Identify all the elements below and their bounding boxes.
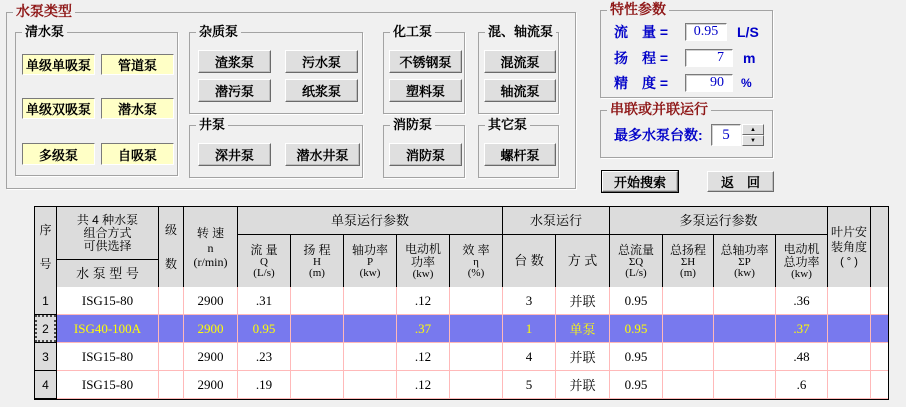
table-row[interactable]: 3 ISG15-80 2900 .23 .12 4 并联 0.95 .48	[35, 343, 888, 371]
header-efficiency: 效 率 η (%)	[450, 235, 503, 287]
flow-input[interactable]	[685, 23, 727, 41]
header-run-mode: 方 式	[556, 235, 610, 287]
header-combo-note: 共 4 种水泵 组合方式 可供选择	[57, 207, 159, 260]
header-seq: 序 号	[35, 207, 57, 287]
pump-btn-axial-flow[interactable]: 轴流泵	[484, 79, 556, 102]
group-chemical-pumps	[383, 24, 465, 114]
header-units-count: 台 数	[503, 235, 556, 287]
header-blade-angle: 叶片安 装角度 ( ° )	[828, 207, 871, 287]
header-motor-power: 电动机 功率 (kw)	[397, 235, 450, 287]
pump-btn-stainless-steel[interactable]: 不锈钢泵	[389, 50, 462, 73]
group-clean-water-title: 清水泵	[22, 24, 67, 39]
pump-btn-screw[interactable]: 螺杆泵	[484, 143, 556, 166]
max-pumps-input[interactable]	[711, 124, 741, 146]
group-characteristic-params	[600, 1, 773, 98]
pump-btn-pipeline[interactable]: 管道泵	[101, 54, 174, 75]
precision-unit: %	[741, 76, 752, 90]
table-row-selected[interactable]: 2 ISG40-100A 2900 0.95 .37 1 单泵 0.95 .37	[35, 315, 888, 343]
precision-label: 精 度 =	[614, 75, 669, 91]
start-search-button[interactable]: 开始搜索	[602, 171, 678, 192]
header-flow-q: 流 量 Q (L/s)	[238, 235, 291, 287]
flow-label: 流 量 =	[614, 24, 669, 40]
group-clean-water-pumps	[15, 24, 178, 176]
pump-btn-submersible-well[interactable]: 潜水井泵	[285, 143, 360, 166]
group-chemical-title: 化工泵	[390, 24, 435, 39]
pump-btn-single-stage-double-suction[interactable]: 单级双吸泵	[22, 98, 95, 119]
group-pump-types	[6, 3, 576, 189]
header-model: 水 泵 型 号	[57, 260, 159, 287]
pump-btn-plastic[interactable]: 塑料泵	[389, 79, 462, 102]
group-fire-pumps	[383, 117, 465, 178]
header-speed: 转 速 n (r/min)	[184, 207, 238, 287]
group-pump-types-title: 水泵类型	[13, 4, 75, 19]
pump-btn-slurry[interactable]: 渣浆泵	[198, 50, 271, 73]
group-series-parallel	[600, 101, 773, 158]
precision-input[interactable]	[685, 74, 733, 92]
header-empty-col	[871, 207, 888, 287]
group-fire-title: 消防泵	[390, 117, 435, 132]
header-total-motor-power: 电动机 总功率 (kw)	[776, 235, 828, 287]
pump-btn-fire[interactable]: 消防泵	[389, 143, 462, 166]
header-total-head: 总扬程 ΣH (m)	[663, 235, 714, 287]
header-group-multi-pump: 多泵运行参数	[610, 207, 828, 235]
group-mixed-axial-pumps	[478, 24, 559, 114]
pump-btn-submersible-sewage[interactable]: 潜污泵	[198, 79, 271, 102]
group-impurity-title: 杂质泵	[196, 24, 241, 39]
flow-unit: L/S	[737, 24, 759, 40]
group-well-title: 井泵	[196, 117, 228, 132]
head-input[interactable]	[685, 49, 733, 67]
head-unit: m	[743, 50, 756, 66]
spin-down-icon[interactable]: ▼	[742, 135, 764, 146]
group-series-parallel-title: 串联或并联运行	[607, 102, 711, 117]
header-group-single-pump: 单泵运行参数	[238, 207, 503, 235]
pump-btn-self-priming[interactable]: 自吸泵	[101, 143, 174, 165]
header-stages: 级 数	[159, 207, 184, 287]
header-group-pump-run: 水泵运行	[503, 207, 610, 235]
pump-btn-single-stage-single-suction[interactable]: 单级单吸泵	[22, 54, 95, 75]
pump-btn-mixed-flow[interactable]: 混流泵	[484, 50, 556, 73]
header-head-h: 扬 程 H (m)	[291, 235, 344, 287]
results-table	[34, 206, 889, 400]
max-pumps-spinner	[742, 124, 764, 146]
table-row[interactable]: 1 ISG15-80 2900 .31 .12 3 并联 0.95 .36	[35, 287, 888, 315]
spin-up-icon[interactable]: ▲	[742, 124, 764, 135]
group-other-title: 其它泵	[485, 117, 530, 132]
pump-btn-multistage[interactable]: 多级泵	[22, 143, 95, 165]
group-impurity-pumps	[189, 24, 363, 114]
pump-btn-paper-pulp[interactable]: 纸浆泵	[285, 79, 358, 102]
header-shaft-power: 轴功率 P (kw)	[344, 235, 397, 287]
group-well-pumps	[189, 117, 363, 178]
table-row[interactable]: 4 ISG15-80 2900 .19 .12 5 并联 0.95 .6	[35, 371, 888, 399]
head-label: 扬 程 =	[614, 50, 669, 66]
group-characteristic-title: 特性参数	[607, 2, 669, 17]
header-total-shaft-power: 总轴功率 ΣP (kw)	[714, 235, 776, 287]
pump-btn-sewage[interactable]: 污水泵	[285, 50, 358, 73]
max-pumps-label: 最多水泵台数:	[614, 127, 703, 143]
header-total-flow: 总流量 ΣQ (L/s)	[610, 235, 663, 287]
results-table-header	[35, 207, 888, 287]
back-button[interactable]: 返 回	[707, 171, 774, 192]
pump-btn-deep-well[interactable]: 深井泵	[198, 143, 271, 166]
pump-btn-submersible[interactable]: 潜水泵	[101, 98, 174, 119]
group-mixed-axial-title: 混、轴流泵	[485, 24, 556, 39]
group-other-pumps	[478, 117, 559, 178]
